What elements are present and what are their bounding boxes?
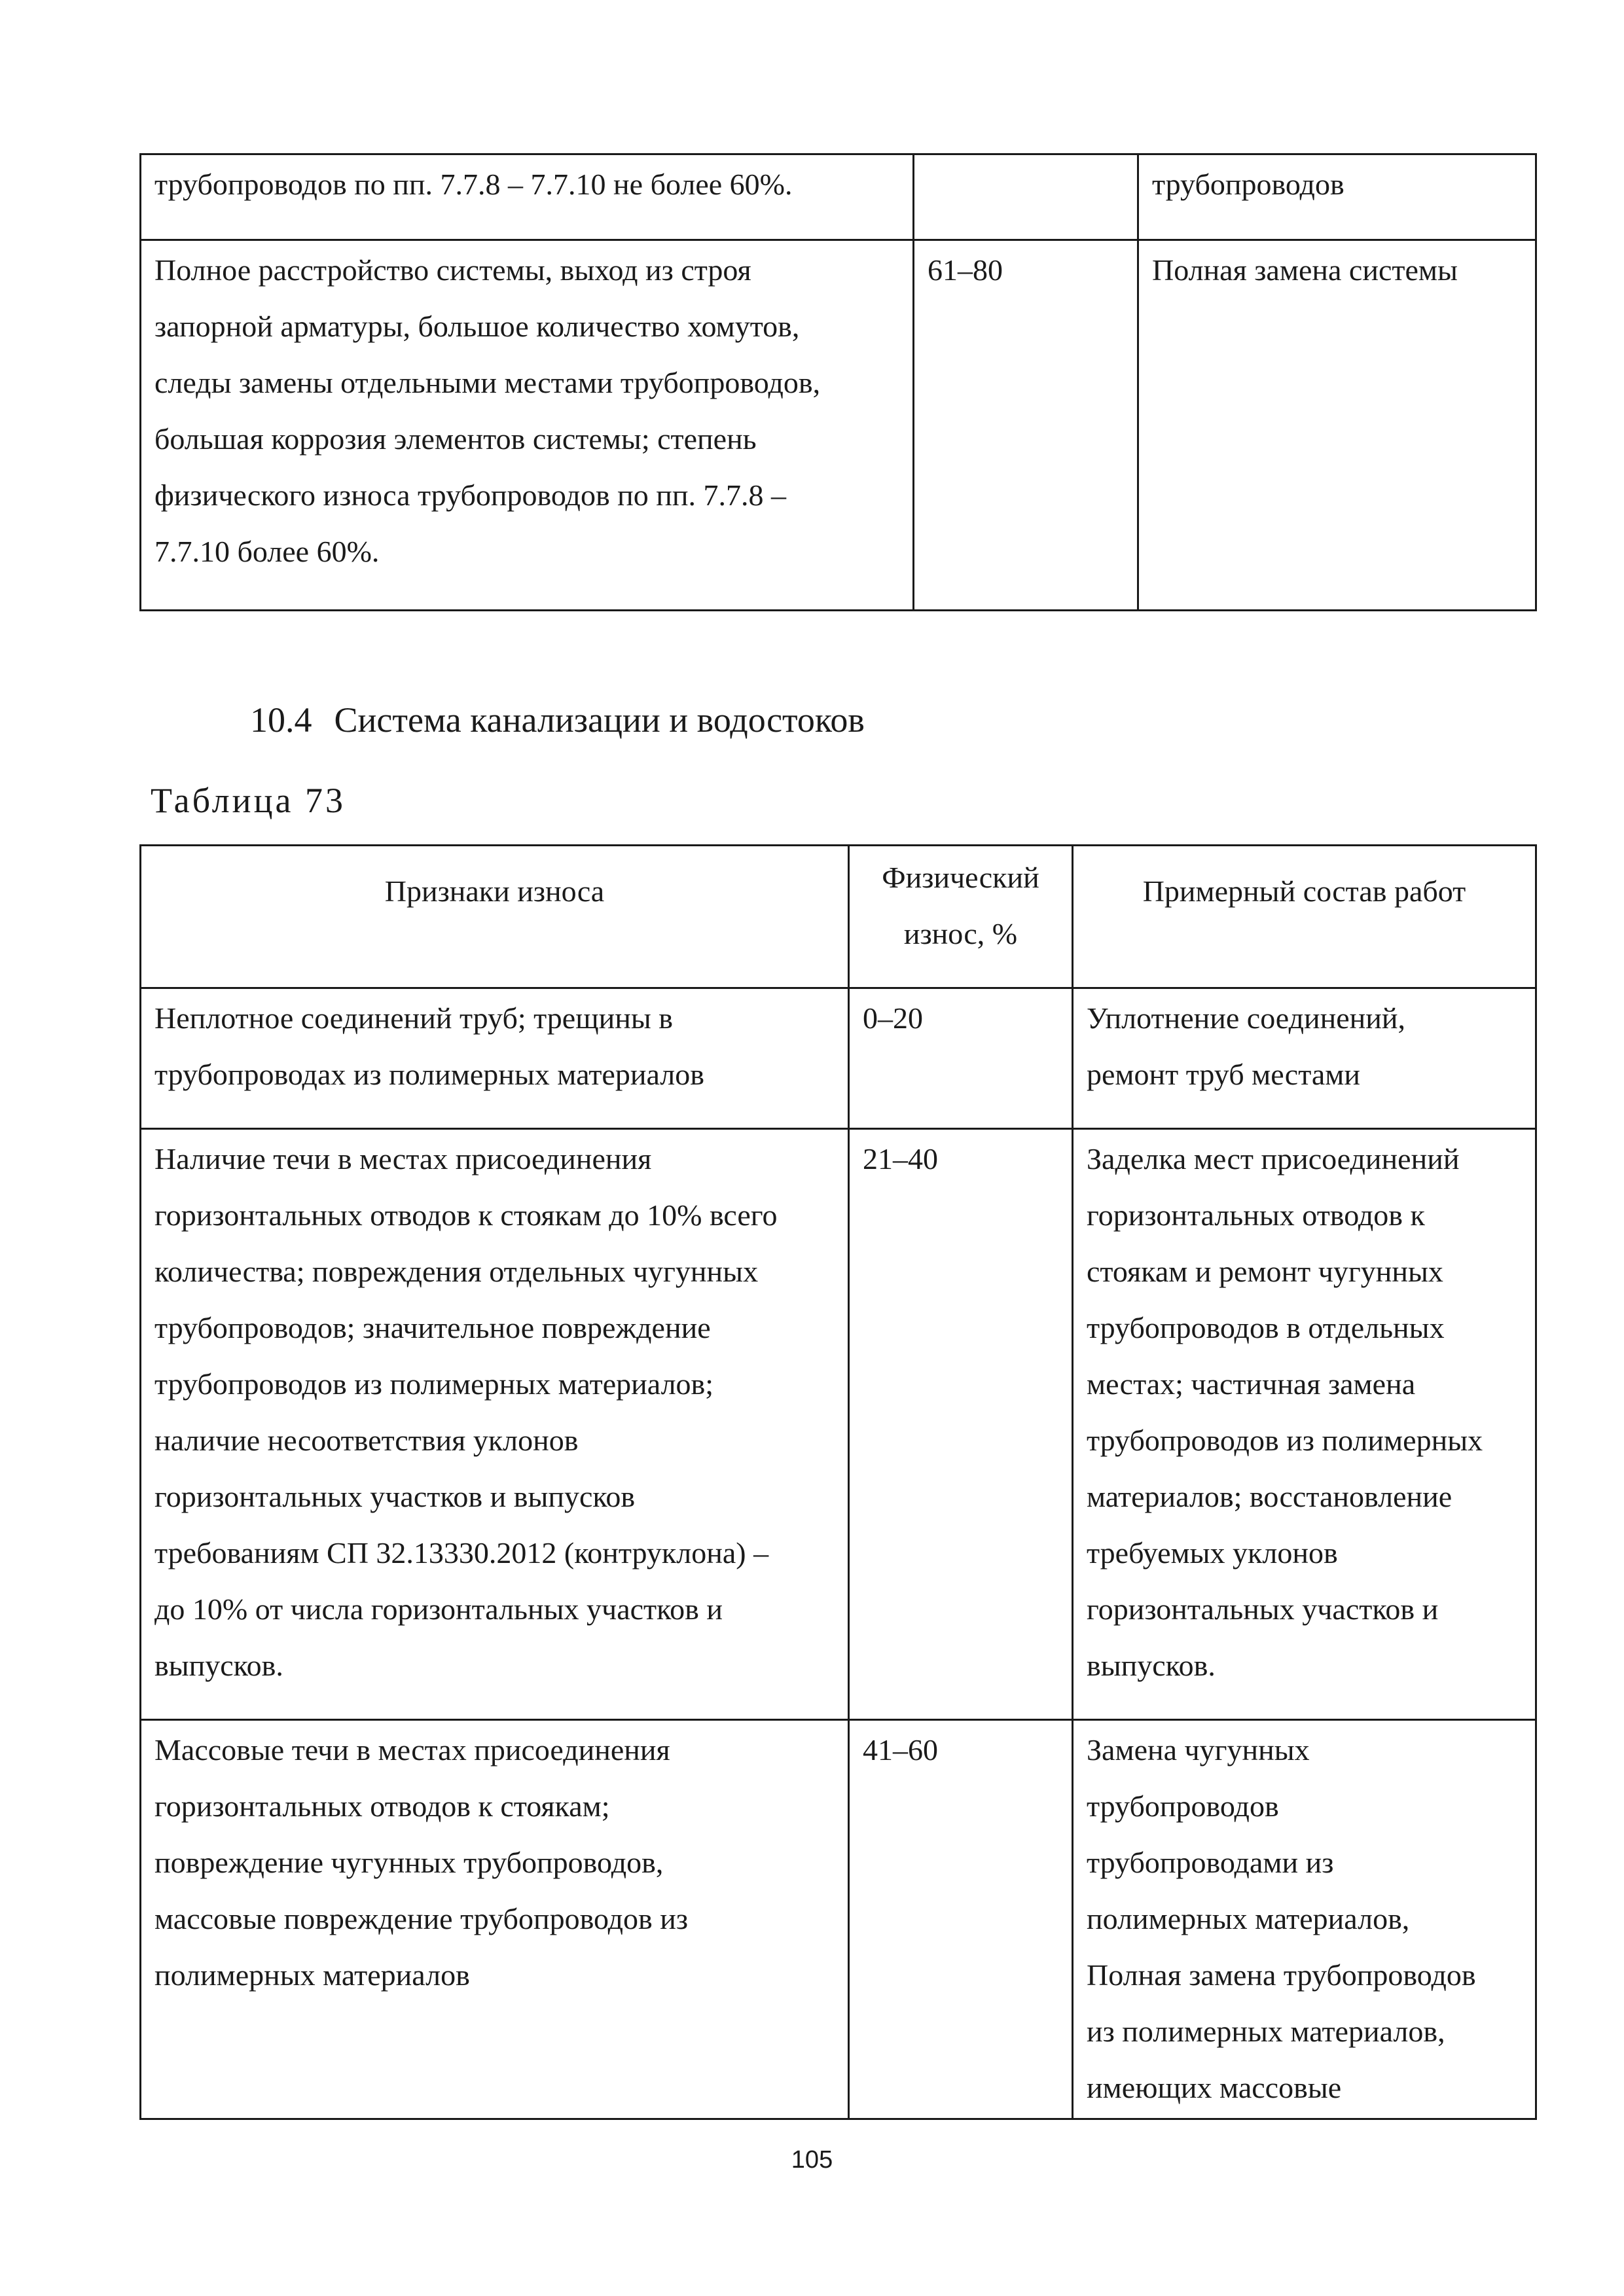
table-row	[141, 1720, 1536, 2119]
header-works	[1073, 846, 1536, 988]
works-text: Полная замена системы	[1152, 253, 1458, 287]
header-signs-text: Признаки износа	[384, 874, 605, 908]
signs-cell	[141, 1129, 849, 1720]
section-heading	[250, 697, 865, 743]
table-row	[141, 1129, 1536, 1720]
header-wear-text: Физический износ, %	[882, 860, 1039, 950]
works-cell	[1073, 1720, 1536, 2119]
table-row	[141, 240, 1536, 611]
signs-cell	[141, 240, 914, 611]
works-cell	[1073, 1129, 1536, 1720]
works-text: Замена чугунных трубопроводов трубопроводами из полимерных материалов, Полная замена трубопроводов из полимерных материалов, имеющих массовые	[1087, 1733, 1476, 2104]
header-works-text: Примерный состав работ	[1142, 874, 1466, 908]
section-title: Система канализации и водостоков	[334, 700, 865, 740]
signs-cell	[141, 1720, 849, 2119]
table-73	[139, 844, 1537, 2120]
signs-cell	[141, 154, 914, 240]
wear-text: 61–80	[928, 253, 1003, 287]
works-text: трубопроводов	[1152, 168, 1344, 201]
works-text: Уплотнение соединений, ремонт труб местами	[1087, 1001, 1405, 1091]
works-cell	[1138, 240, 1536, 611]
wear-cell	[914, 240, 1138, 611]
signs-text: Полное расстройство системы, выход из строя запорной арматуры, большое количество хомутов, следы замены отдельными местами трубопроводов, большая коррозия элементов системы; степень физического износа трубопроводов по пп. 7.7.8 – 7.7.10 более 60%.	[154, 253, 821, 568]
header-signs	[141, 846, 849, 988]
signs-cell	[141, 988, 849, 1129]
wear-cell	[849, 1720, 1073, 2119]
works-cell	[1073, 988, 1536, 1129]
signs-text: Наличие течи в местах присоединения горизонтальных отводов к стоякам до 10% всего количества; повреждения отдельных чугунных трубопроводов; значительное повреждение трубопроводов из полимерных материалов; наличие несоответствия уклонов горизонтальных участков и выпусков требованиям СП 32.13330.2012 (контруклона) – до 10% от числа горизонтальных участков и выпусков.	[154, 1142, 778, 1682]
works-cell	[1138, 154, 1536, 240]
section-number: 10.4	[250, 700, 312, 740]
header-wear	[849, 846, 1073, 988]
table-row	[141, 988, 1536, 1129]
wear-text: 21–40	[863, 1142, 938, 1175]
page-number: 105	[791, 2146, 833, 2174]
works-text: Заделка мест присоединений горизонтальных отводов к стоякам и ремонт чугунных трубопроводов в отдельных местах; частичная замена трубопроводов из полимерных материалов; восстановление требуемых уклонов горизонтальных участков и выпусков.	[1087, 1142, 1483, 1682]
wear-cell	[849, 1129, 1073, 1720]
wear-text: 41–60	[863, 1733, 938, 1767]
signs-text: трубопроводов по пп. 7.7.8 – 7.7.10 не более 60%.	[154, 168, 793, 201]
wear-text: 0–20	[863, 1001, 923, 1035]
signs-text: Массовые течи в местах присоединения горизонтальных отводов к стоякам; повреждение чугунных трубопроводов, массовые повреждение трубопроводов из полимерных материалов	[154, 1733, 689, 1992]
continued-wear-table	[139, 153, 1537, 611]
table-caption: Таблица 73	[151, 781, 346, 820]
table-header-row	[141, 846, 1536, 988]
wear-cell	[849, 988, 1073, 1129]
table-row	[141, 154, 1536, 240]
wear-cell	[914, 154, 1138, 240]
signs-text: Неплотное соединений труб; трещины в трубопроводах из полимерных материалов	[154, 1001, 704, 1091]
